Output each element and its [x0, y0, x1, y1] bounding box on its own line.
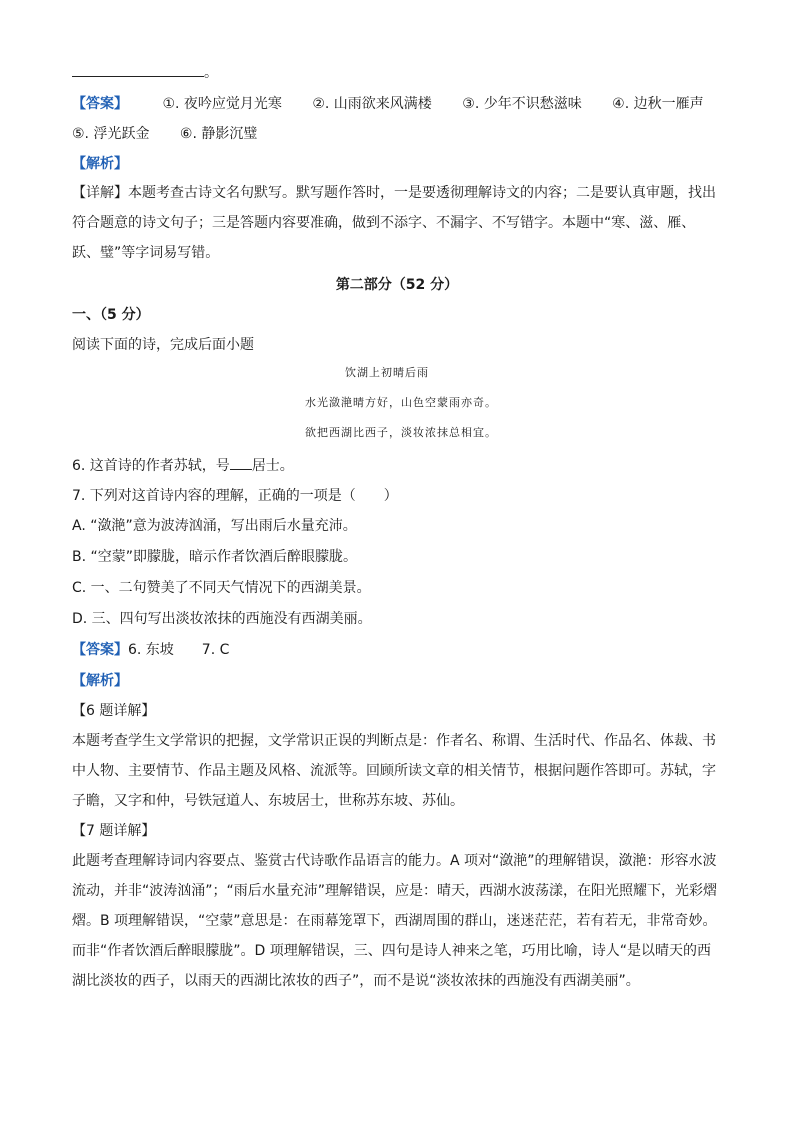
- question-6: [72, 451, 722, 481]
- answer-label-2: 【答案】: [72, 642, 128, 658]
- answer-item-4: ④. 边秋一雁声: [612, 96, 704, 112]
- q7-detail-paragraph: 此题考查理解诗词内容要点、鉴赏古代诗歌作品语言的能力。A 项对“潋滟”的理解错误，潋滟：形容水波流动，并非“波涛汹涌”；“雨后水量充沛”理解错误，应是：晴天，西湖水波荡漾，在阳光照耀下，光彩熠熠。B 项理解错误，“空蒙”意思是：在雨幕笼罩下，西湖周围的群山，迷迷茫茫，若有若无，非常奇妙。而非“作者饮酒后醉眼朦胧”。D 项理解错误，三、四句是诗人神来之笔，巧用比喻，诗人“是以晴天的西湖比淡妆的西子，以雨天的西湖比浓妆的西子”，而不是说“淡妆浓抹的西施没有西湖美丽”。: [72, 853, 718, 989]
- answer-row-2: [72, 122, 722, 146]
- part-title: 第二部分（52 分）: [335, 277, 459, 293]
- option-c: C. 一、二句赞美了不同天气情况下的西湖美景。: [72, 580, 371, 596]
- poem-line-2: 欲把西湖比西子，淡妆浓抹总相宜。: [305, 426, 497, 439]
- analysis-label-row-2: [72, 666, 722, 696]
- blank-underline: [72, 62, 204, 77]
- question-6-prefix: 6. 这首诗的作者苏轼，号: [72, 458, 230, 474]
- answer-row-1: [72, 92, 722, 116]
- document-page: [72, 62, 722, 996]
- answer-item-6: ⑥. 静影沉璧: [179, 126, 258, 142]
- analysis-label-2: 【解析】: [72, 673, 128, 689]
- poem-line-1: 水光潋滟晴方好，山色空蒙雨亦奇。: [305, 396, 497, 409]
- analysis-label: 【解析】: [72, 156, 128, 172]
- answer-row-3: [72, 635, 722, 666]
- answer-text-2: 6. 东坡 7. C: [128, 642, 230, 658]
- section-title: 一、（5 分）: [72, 307, 150, 323]
- poem-title: 饮湖上初晴后雨: [345, 366, 429, 379]
- q6-detail-paragraph: 本题考查学生文学常识的把握，文学常识正误的判断点是：作者名、称谓、生活时代、作品名、体裁、书中人物、主要情节、作品主题及风格、流派等。回顾所读文章的相关情节，根据问题作答即可。苏轼，字子瞻，又字和仲，号铁冠道人、东坡居士，世称苏东坡、苏仙。: [72, 733, 716, 809]
- poem-block: [72, 364, 722, 441]
- blank-suffix: 。: [204, 65, 218, 81]
- question-6-suffix: 居士。: [251, 458, 294, 474]
- q6-detail-label: 【6 题详解】: [72, 703, 156, 719]
- fill-blank-line: [72, 62, 722, 84]
- q7-detail-label: 【7 题详解】: [72, 823, 156, 839]
- option-b: B. “空蒙”即朦胧，暗示作者饮酒后醉眼朦胧。: [72, 549, 358, 565]
- answer-item-3: ③. 少年不识愁滋味: [462, 96, 582, 112]
- option-a: A. “潋滟”意为波涛汹涌，写出雨后水量充沛。: [72, 518, 357, 534]
- analysis-label-row: [72, 152, 722, 176]
- answer-item-5: ⑤. 浮光跃金: [72, 126, 150, 142]
- answer-label: 【答案】: [72, 96, 128, 112]
- answer-item-2: ②. 山雨欲来风满楼: [312, 96, 432, 112]
- instruction-text: 阅读下面的诗，完成后面小题: [72, 337, 254, 353]
- answer-item-1: ①. 夜吟应觉月光寒: [162, 96, 282, 112]
- option-d: D. 三、四句写出淡妆浓抹的西施没有西湖美丽。: [72, 611, 372, 627]
- detail-paragraph: 【详解】本题考查古诗文名句默写。默写题作答时，一是要透彻理解诗文的内容；二是要认真审题，找出符合题意的诗文句子；三是答题内容要准确，做到不添字、不漏字、不写错字。本题中“寒、滋、雁、跃、璧”等字词易写错。: [72, 185, 716, 261]
- question-6-blank: [230, 456, 252, 470]
- question-7: 7. 下列对这首诗内容的理解，正确的一项是（ ）: [72, 488, 398, 504]
